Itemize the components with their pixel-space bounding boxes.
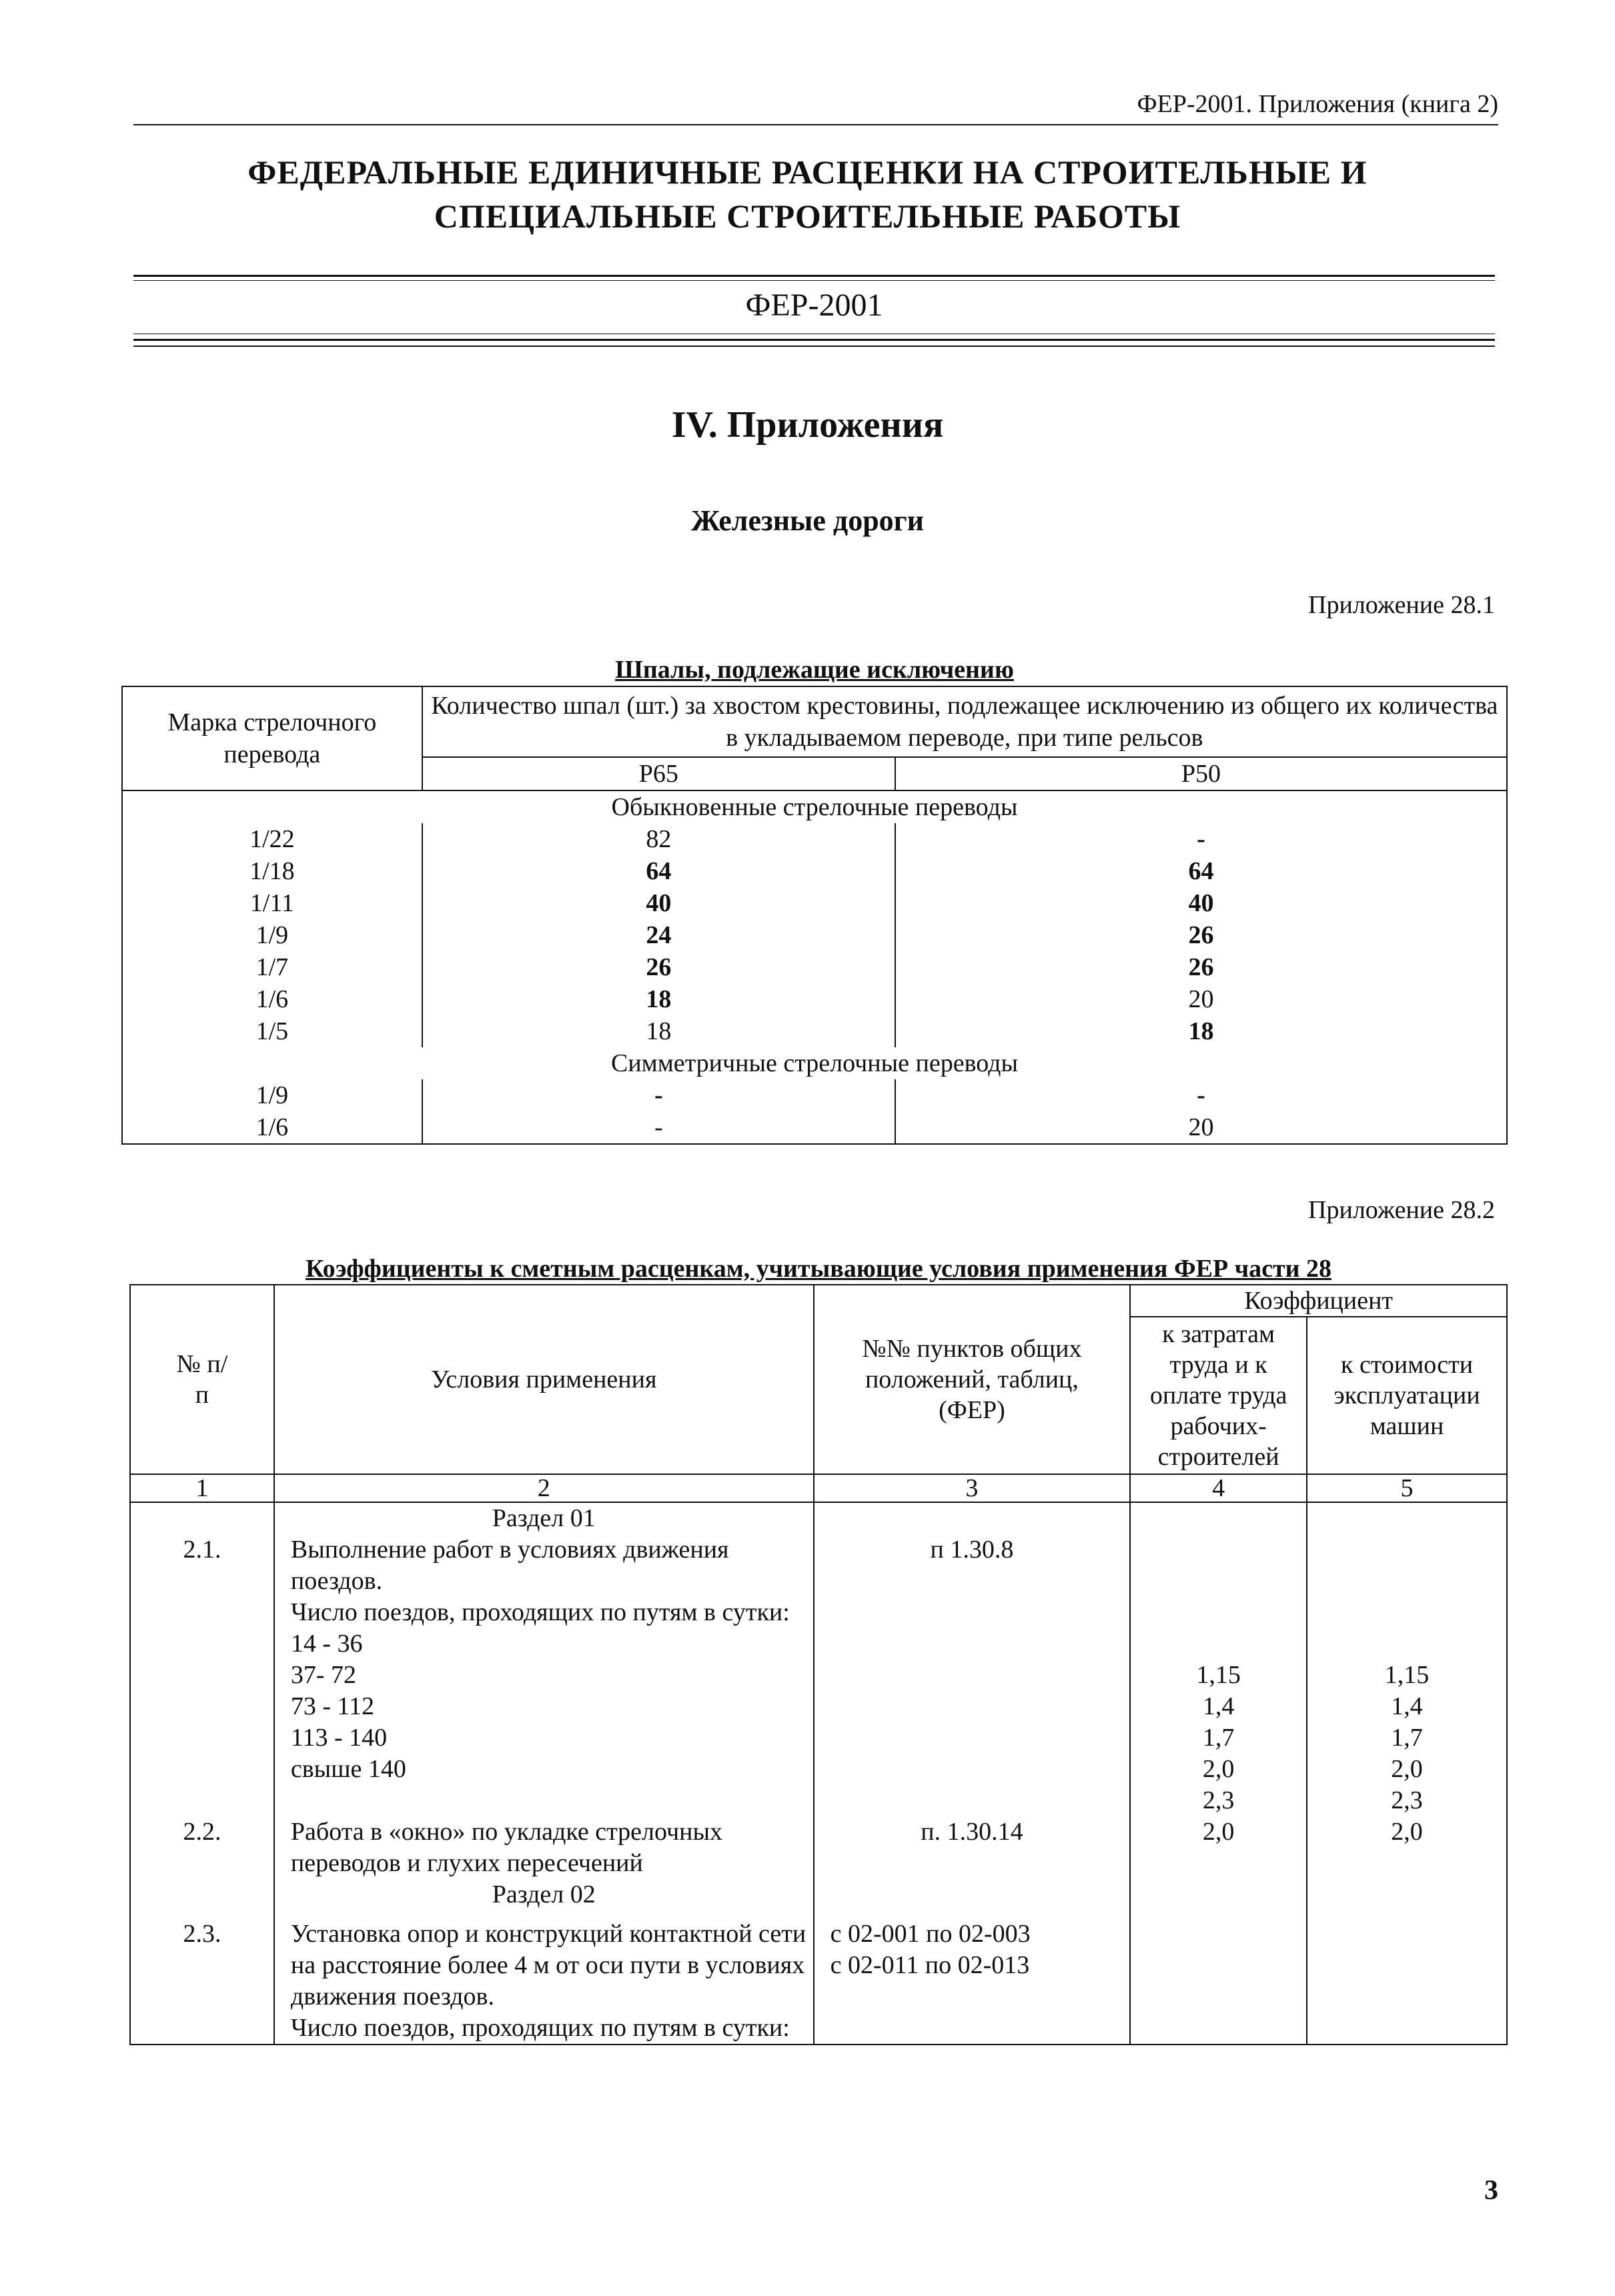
- title-line-2: СПЕЦИАЛЬНЫЕ СТРОИТЕЛЬНЫЕ РАБОТЫ: [434, 197, 1181, 235]
- appendix-label-28-1: Приложение 28.1: [1308, 591, 1495, 619]
- table1-caption: Шпалы, подлежащие исключению: [615, 656, 1014, 684]
- section-title: IV. Приложения: [671, 404, 944, 446]
- sub-label: 37- 72: [290, 1661, 357, 1689]
- labor-value: 1,4: [1202, 1692, 1235, 1720]
- section-row: [130, 1879, 1507, 1918]
- table2-caption: Коэффициенты к сметным расценкам, учитывающие условия применения ФЕР части 28: [305, 1255, 1332, 1283]
- machines-value: 1,15: [1384, 1661, 1430, 1689]
- section-01-label: Раздел 01: [274, 1502, 814, 1534]
- document-code: ФЕР-2001: [745, 288, 883, 323]
- table-row: 1/7 26 26: [122, 951, 1507, 983]
- table-row: 2.1. Выполнение работ в условиях движения поездов. Число поездов, проходящих по путям в сутки: 14 - 36 37- 72 73 - 112 113 - 140 свыше 140 п 1.30.8 1,15 1,4 1,7 2,0 2,3 1,15 1,4 1,7 2,0 2,3: [130, 1534, 1507, 1816]
- col-header-machines: к стоимости эксплуатации машин: [1307, 1317, 1507, 1474]
- labor-value: 2,0: [1202, 1755, 1235, 1783]
- double-rule-bottom: [133, 339, 1495, 341]
- col-number-5: 5: [1307, 1474, 1507, 1502]
- appendix-label-28-2: Приложение 28.2: [1308, 1196, 1495, 1224]
- row-2-2-ref: п. 1.30.14: [814, 1816, 1131, 1879]
- subsection-title: Железные дороги: [691, 504, 924, 537]
- table-row: 1/6 18 20: [122, 983, 1507, 1015]
- col-number-4: 4: [1130, 1474, 1307, 1502]
- labor-value: 2,0: [1130, 1816, 1307, 1879]
- table-row: 1/11 40 40: [122, 887, 1507, 919]
- sub-label: 113 - 140: [290, 1724, 388, 1752]
- machines-value: 1,7: [1391, 1724, 1423, 1752]
- labor-value: 2,3: [1202, 1786, 1235, 1814]
- double-rule-top: [133, 275, 1495, 277]
- col-header-r50: Р50: [895, 757, 1507, 790]
- page-number: 3: [1484, 2175, 1498, 2206]
- row-2-3-text: Установка опор и конструкций контактной сети на расстояние более 4 м от оси пути в условиях движения поездов.: [290, 1920, 806, 2011]
- table-row: 1/5 18 18: [122, 1015, 1507, 1047]
- col-number-3: 3: [814, 1474, 1131, 1502]
- sub-label: свыше 140: [290, 1755, 406, 1783]
- col-header-coefficient: Коэффициент: [1130, 1285, 1507, 1317]
- section-row: [130, 1502, 1507, 1534]
- group-label-ordinary: Обыкновенные стрелочные переводы: [611, 793, 1018, 821]
- labor-value: 1,7: [1202, 1724, 1235, 1752]
- table-row: 2.3. Установка опор и конструкций контактной сети на расстояние более 4 м от оси пути в условиях движения поездов. Число поездов, проходящих по путям в сутки: с 02-001 по 02-003 с 02-011 по 02-013: [130, 1918, 1507, 2045]
- col-header-references: №№ пунктов общих положений, таблиц, (ФЕР): [814, 1285, 1131, 1474]
- row-2-1-ref: п 1.30.8: [814, 1534, 1131, 1816]
- machines-value: 2,3: [1391, 1786, 1423, 1814]
- group-label-symmetric: Симметричные стрелочные переводы: [610, 1049, 1019, 1077]
- table-row: 2.2. Работа в «окно» по укладке стрелочных переводов и глухих пересечений п. 1.30.14 2,0 2,0: [130, 1816, 1507, 1879]
- running-header: ФЕР-2001. Приложения (книга 2): [1137, 90, 1498, 118]
- header-rule: [133, 124, 1498, 125]
- title-line-1: ФЕДЕРАЛЬНЫЕ ЕДИНИЧНЫЕ РАСЦЕНКИ НА СТРОИТЕЛЬНЫЕ И: [247, 153, 1368, 191]
- table-row: 1/22 82 -: [122, 823, 1507, 855]
- double-rule-top-thin: [133, 280, 1495, 281]
- sub-label: 14 - 36: [290, 1630, 363, 1658]
- table-row: 1/9 - -: [122, 1079, 1507, 1111]
- row-2-3-ref-1: с 02-001 по 02-003: [830, 1920, 1031, 1948]
- labor-value: 1,15: [1196, 1661, 1241, 1689]
- double-rule-bottom-2: [133, 346, 1495, 347]
- col-number-2: 2: [274, 1474, 814, 1502]
- table-row: 1/6 - 20: [122, 1111, 1507, 1144]
- col-header-mark: Марка стрелочного перевода: [122, 686, 422, 790]
- table-row: 1/18 64 64: [122, 855, 1507, 887]
- table-sleepers: [121, 686, 1508, 1145]
- col-number-1: 1: [130, 1474, 274, 1502]
- section-02-label: Раздел 02: [274, 1879, 814, 1918]
- row-2-1-text2: Число поездов, проходящих по путям в сутки:: [290, 1598, 790, 1626]
- row-2-3-text2: Число поездов, проходящих по путям в сутки:: [290, 2014, 790, 2042]
- machines-value: 2,0: [1307, 1816, 1507, 1879]
- table-coefficients: [129, 1284, 1508, 2045]
- row-2-3-ref-2: с 02-011 по 02-013: [830, 1951, 1030, 1979]
- machines-value: 1,4: [1391, 1692, 1423, 1720]
- document-title: [133, 150, 1482, 238]
- table-row: 1/9 24 26: [122, 919, 1507, 951]
- col-header-r65: Р65: [422, 757, 895, 790]
- machines-value: 2,0: [1391, 1755, 1423, 1783]
- col-header-count: Количество шпал (шт.) за хвостом крестовины, подлежащее исключению из общего их количества в укладываемом переводе, при типе рельсов: [422, 686, 1507, 757]
- row-2-1-text: Выполнение работ в условиях движения поездов.: [290, 1536, 729, 1595]
- sub-label: 73 - 112: [290, 1692, 375, 1720]
- col-header-conditions: Условия применения: [274, 1285, 814, 1474]
- col-header-no: № п/п: [130, 1285, 274, 1474]
- row-2-2-text: Работа в «окно» по укладке стрелочных переводов и глухих пересечений: [274, 1816, 814, 1879]
- col-header-labor: к затратам труда и к оплате труда рабочих-строителей: [1130, 1317, 1307, 1474]
